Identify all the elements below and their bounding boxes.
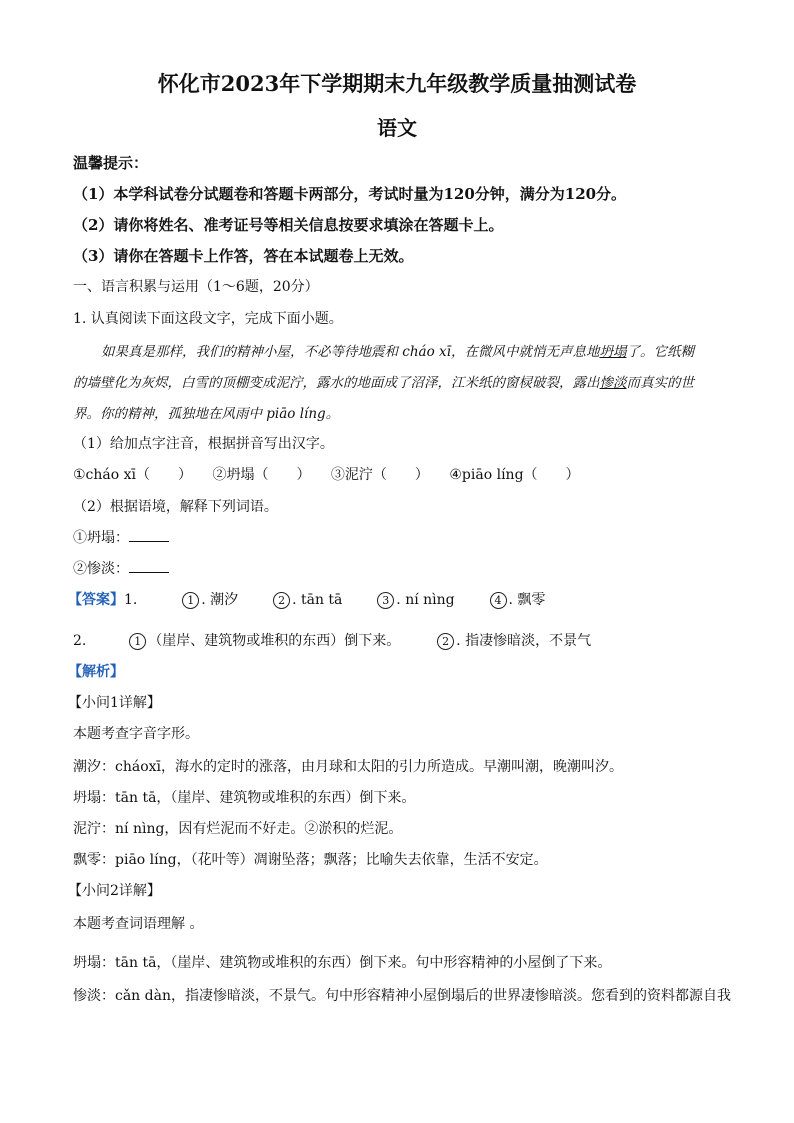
analysis-line: 惨淡：cǎn dàn，指凄惨暗淡，不景气。句中形容精神小屋倒塌后的世界凄惨暗淡。您看到的资料都源自我 (73, 988, 731, 1004)
question-intro: 1. 认真阅读下面这段文字，完成下面小题。 (73, 311, 343, 327)
passage-line (73, 371, 694, 391)
answer-text: . tān tā (292, 592, 343, 608)
analysis-label: 【解析】 (68, 664, 124, 680)
pinyin-item: ②坍塌（ ） (212, 467, 311, 483)
analysis-line: 泥泞：ní nìng，因有烂泥而不好走。②淤积的烂泥。 (73, 821, 403, 837)
tip-item: （2）请你将姓名、准考证号等相关信息按要求填涂在答题卡上。 (73, 216, 504, 234)
part1-heading: 【小问1详解】 (68, 695, 161, 711)
answer-number: 2. (73, 633, 87, 649)
circle-number: 1 (182, 592, 199, 609)
circle-number: 1 (129, 633, 146, 650)
definition-label: ②惨淡： (73, 561, 129, 577)
pinyin-item: ①cháo xī（ ） (73, 467, 193, 483)
passage-text: 了。它纸糊 (626, 344, 694, 360)
answer-row-2 (73, 630, 591, 650)
answer-text: . ní nìng (396, 592, 455, 608)
pinyin-item: ③泥泞（ ） (330, 467, 429, 483)
tips-label: 温馨提示： (73, 154, 149, 172)
sub-question-1-items (73, 464, 580, 484)
answer-text: （崖岸、建筑物或堆积的东西）倒下来。 (148, 633, 401, 649)
definition-item (73, 558, 169, 578)
passage-text: 的墙壁化为灰烬，白雪的顶棚变成泥泞，露水的地面成了沼泽，江米纸的窗棂破裂，露出 (73, 375, 600, 391)
tip-item: （1）本学科试卷分试题卷和答题卡两部分，考试时量为120分钟，满分为120分。 (73, 185, 627, 203)
circle-number: 2 (437, 633, 454, 650)
answer-blank (129, 560, 169, 573)
subject-title: 语文 (377, 116, 417, 140)
part2-intro: 本题考查词语理解 。 (73, 916, 204, 932)
page-title: 怀化市2023年下学期期末九年级教学质量抽测试卷 (157, 71, 637, 96)
answer-number: 1. (124, 592, 138, 608)
sub-question-1: （1）给加点字注音，根据拼音写出汉字。 (73, 436, 334, 452)
passage-text: 如果真是那样，我们的精神小屋，不必等待地震和 cháo xī，在微风中就悄无声息地 (101, 344, 600, 360)
underlined-word: 坍塌 (599, 344, 627, 360)
circle-number: 3 (377, 592, 394, 609)
analysis-line: 飘零：piāo líng，（花叶等）凋谢坠落；飘落；比喻失去依靠，生活不安定。 (73, 852, 548, 868)
answer-text: . 指凄惨暗淡，不景气 (456, 633, 592, 649)
definition-item (73, 527, 169, 547)
answer-row-1 (68, 589, 545, 609)
analysis-line: 坍塌：tān tā，（崖岸、建筑物或堆积的东西）倒下来。 (73, 790, 416, 806)
section-heading: 一、语言积累与运用（1～6题，20分） (73, 279, 319, 295)
underlined-word: 惨淡 (599, 375, 627, 391)
passage-line (101, 340, 694, 360)
part1-intro: 本题考查字音字形。 (73, 726, 199, 742)
definition-label: ①坍塌： (73, 530, 129, 546)
analysis-line: 坍塌：tān tā，（崖岸、建筑物或堆积的东西）倒下来。句中形容精神的小屋倒了下来。 (73, 955, 612, 971)
answer-text: . 飘零 (508, 592, 546, 608)
tip-item: （3）请你在答题卡上作答，答在本试题卷上无效。 (73, 247, 414, 265)
passage-line: 界。你的精神，孤独地在风雨中 piāo líng。 (73, 406, 340, 422)
pinyin-item: ④piāo líng（ ） (449, 467, 580, 483)
circle-number: 4 (490, 592, 507, 609)
part2-heading: 【小问2详解】 (68, 883, 161, 899)
answer-text: . 潮汐 (201, 592, 239, 608)
passage-text: 而真实的世 (626, 375, 694, 391)
analysis-line: 潮汐：cháoxī，海水的定时的涨落，由月球和太阳的引力所造成。早潮叫潮，晚潮叫汐。 (73, 759, 624, 775)
circle-number: 2 (273, 592, 290, 609)
sub-question-2: （2）根据语境，解释下列词语。 (73, 499, 278, 515)
answer-label: 【答案】 (68, 592, 124, 608)
answer-blank (129, 529, 169, 542)
